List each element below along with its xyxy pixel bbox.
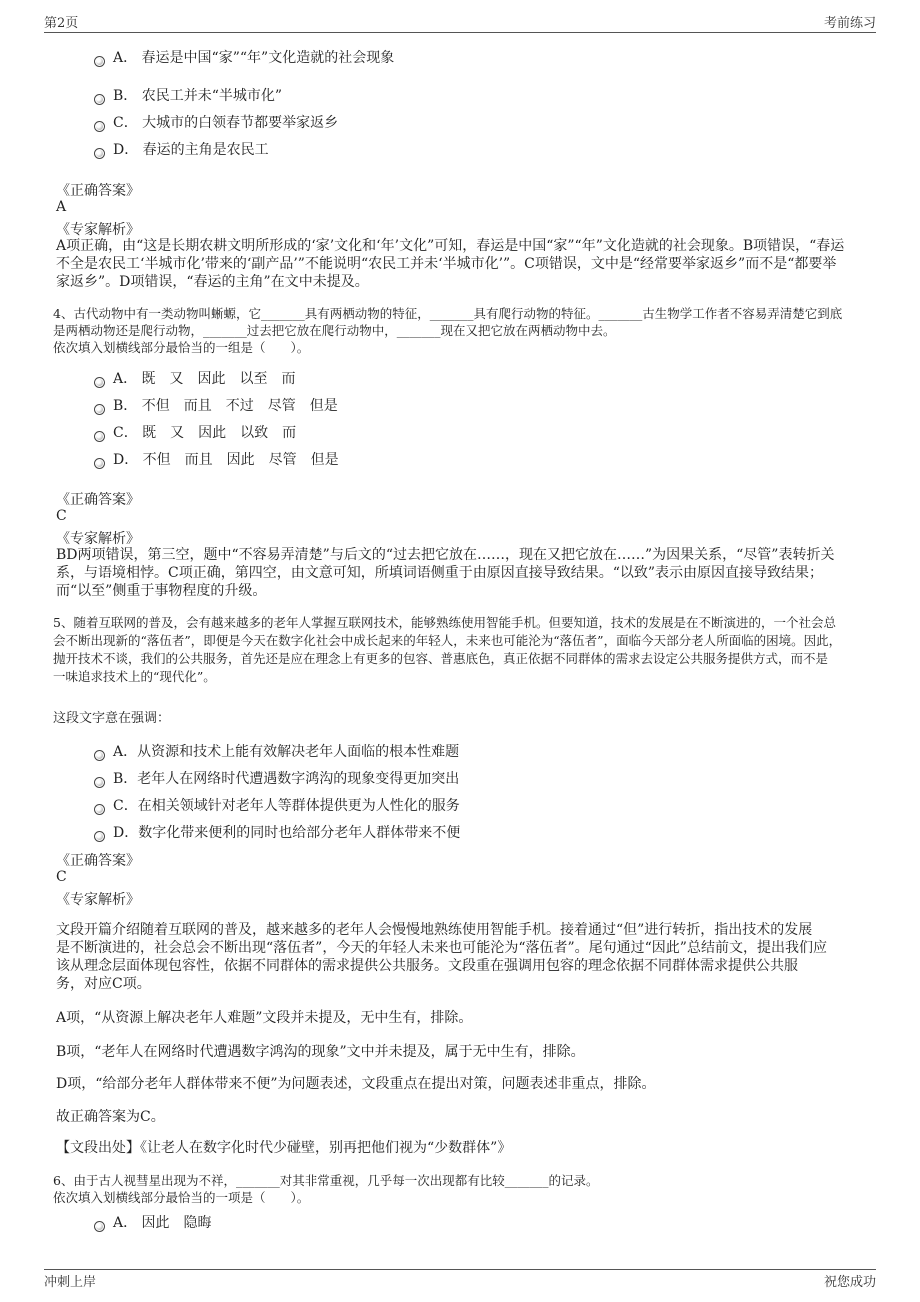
q5-note-b: B项，“老年人在网络时代遭遇数字鸿沟的现象”文中并未提及，属于无中生有，排除。 — [56, 1044, 585, 1060]
radio-icon[interactable] — [94, 148, 105, 159]
q4-stem: 4、古代动物中有一类动物叫蜥螈，它_______具有两栖动物的特征，_______具有爬行动物的特征。_______古生物学工作者不容易弄清楚它到底 是两栖动物还是爬行动物，_______过去把它放在爬行动物中，_______现在又把它放在两栖动物中去。 依次填入划横线部分最恰当的一组是（ ）。 — [53, 306, 843, 355]
q5-conclusion: 故正确答案为C。 — [56, 1109, 165, 1125]
radio-icon[interactable] — [94, 404, 105, 415]
q3-option-c[interactable]: C． 大城市的白领春节都要举家返乡 — [94, 112, 338, 132]
radio-icon[interactable] — [94, 431, 105, 442]
q5-stem: 5、随着互联网的普及，会有越来越多的老年人掌握互联网技术，能够熟练使用智能手机。但要知道，技术的发展是在不断演进的，一个社会总 会不断出现新的“落伍者”，即便是今天在数字化社会中成长起来的年轻人，未来也可能沦为“落伍者”，面临今天部分老人所面临的困境。因此， 抛开技术不谈，我们的公共服务，首先还是应在理念上有更多的包容、普惠底色，真正依据不同群体的需求去设定公共服务提供方式，而不是 一味追求技术上的“现代化”。 — [53, 615, 842, 684]
q6-stem: 6、由于古人视彗星出现为不祥，_______对其非常重视，几乎每一次出现都有比较_______的记录。 依次填入划横线部分最恰当的一项是（ ）。 — [53, 1173, 599, 1205]
q5-note-a: A项，“从资源上解决老年人难题”文段并未提及，无中生有，排除。 — [56, 1010, 473, 1026]
footer-left: 冲刺上岸 — [44, 1275, 97, 1290]
q5-source: 【文段出处】《让老人在数字化时代少碰壁，别再把他们视为“少数群体”》 — [56, 1140, 512, 1156]
radio-icon[interactable] — [94, 1221, 105, 1232]
q4-option-d[interactable]: D． 不但 而且 因此 尽管 但是 — [94, 449, 339, 469]
footer-divider — [44, 1269, 876, 1270]
q5-option-a[interactable]: A．从资源和技术上能有效解决老年人面临的根本性难题 — [94, 741, 459, 761]
q5-option-d[interactable]: D．数字化带来便利的同时也给部分老年人群体带来不便 — [94, 822, 460, 842]
q4-option-b[interactable]: B． 不但 而且 不过 尽管 但是 — [94, 395, 338, 415]
radio-icon[interactable] — [94, 831, 105, 842]
radio-icon[interactable] — [94, 458, 105, 469]
radio-icon[interactable] — [94, 377, 105, 388]
q4-option-c[interactable]: C． 既 又 因此 以致 而 — [94, 422, 296, 442]
q5-option-c[interactable]: C．在相关领域针对老年人等群体提供更为人性化的服务 — [94, 795, 460, 815]
q3-answer-label: 《正确答案》 — [56, 183, 140, 199]
q5-prompt: 这段文字意在强调： — [53, 711, 171, 726]
q4-analysis-label: 《专家解析》 — [56, 531, 140, 547]
q3-analysis: A项正确，由“这是长期农耕文明所形成的‘家’文化和‘年’文化”可知，春运是中国“家”“年”文化造就的社会现象。B项错误，“春运 不全是农民工‘半城市化’带来的‘副产品’”不能说明“农民工并未‘半城市化’”。C项错误，文中是“经常要举家返乡”而不是“都要举 家返乡”。D项错误，“春运的主角”在文中未提及。 — [56, 238, 845, 290]
q4-analysis: BD两项错误，第三空，题中“不容易弄清楚”与后文的“过去把它放在……，现在又把它放在……”为因果关系，“尽管”表转折关 系，与语境相悖。C项正确，第四空，由文意可知，所填词语侧重于由原因直接导致结果。“以致”表示由原因直接导致结果； 而“以至”侧重于事物程度的升级。 — [56, 547, 835, 599]
q3-option-b[interactable]: B． 农民工并未“半城市化” — [94, 85, 282, 105]
q3-analysis-label: 《专家解析》 — [56, 222, 140, 238]
radio-icon[interactable] — [94, 804, 105, 815]
q3-option-a[interactable]: A． 春运是中国“家”“年”文化造就的社会现象 — [94, 47, 394, 67]
q5-analysis: 文段开篇介绍随着互联网的普及，越来越多的老年人会慢慢地熟练使用智能手机。接着通过“但”进行转折，指出技术的发展 是不断演进的，社会总会不断出现“落伍者”，今天的年轻人未来也可能沦为“落伍者”。尾句通过“因此”总结前文，提出我们应 该从理念层面体现包容性，依据不同群体的需求提供公共服务。文段重在强调用包容的理念依据不同群体需求提供公共服 务，对应C项。 — [56, 922, 827, 992]
q6-option-a[interactable]: A． 因此 隐晦 — [94, 1212, 212, 1232]
q5-option-b[interactable]: B．老年人在网络时代遭遇数字鸿沟的现象变得更加突出 — [94, 768, 459, 788]
footer-right: 祝您成功 — [823, 1275, 876, 1290]
doc-label: 考前练习 — [823, 16, 876, 31]
q5-analysis-label: 《专家解析》 — [56, 892, 140, 908]
q5-answer-label: 《正确答案》 — [56, 853, 140, 869]
q4-answer: C — [56, 508, 67, 524]
radio-icon[interactable] — [94, 94, 105, 105]
q4-option-a[interactable]: A． 既 又 因此 以至 而 — [94, 368, 296, 388]
q5-answer: C — [56, 869, 67, 885]
q5-note-d: D项，“给部分老年人群体带来不便”为问题表述，文段重点在提出对策，问题表述非重点，排除。 — [56, 1076, 656, 1092]
header-divider — [44, 32, 876, 33]
radio-icon[interactable] — [94, 56, 105, 67]
q3-answer: A — [56, 199, 67, 215]
q3-option-d[interactable]: D． 春运的主角是农民工 — [94, 139, 269, 159]
radio-icon[interactable] — [94, 750, 105, 761]
radio-icon[interactable] — [94, 121, 105, 132]
q4-answer-label: 《正确答案》 — [56, 492, 140, 508]
page-number: 第2页 — [44, 16, 79, 31]
radio-icon[interactable] — [94, 777, 105, 788]
